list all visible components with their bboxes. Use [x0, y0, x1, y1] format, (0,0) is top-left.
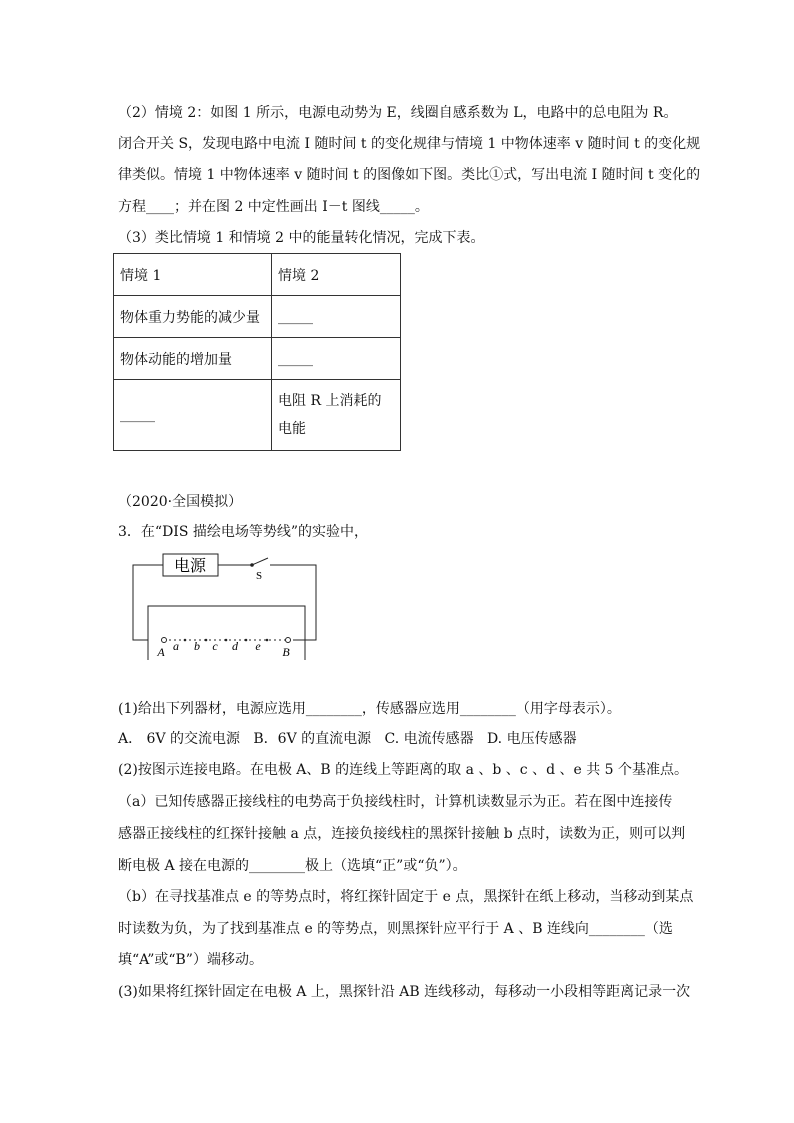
q2-part3-intro: （3）类比情境 1 和情境 2 中的能量转化情况，完成下表。: [118, 230, 485, 246]
q3-part2b-line3: 填“A”或“B”）端移动。: [118, 952, 263, 968]
q2-text-line-3: 律类似。情境 1 中物体速率 v 随时间 t 的图像如下图。类比①式，写出电流 I 随时间 t 变化的: [118, 167, 701, 183]
power-source-label: 电源: [173, 556, 207, 575]
point-c: [225, 639, 228, 642]
table-header-row: [114, 254, 401, 296]
label-a: a: [173, 639, 179, 653]
switch-contact: [250, 563, 254, 567]
energy-comparison-table: [113, 253, 401, 451]
label-B: B: [282, 645, 290, 659]
table-row: [114, 338, 401, 380]
table-header-cell: 情境 2: [272, 254, 401, 296]
table-cell: 物体动能的增加量: [114, 338, 272, 380]
q3-part1: (1)给出下列器材，电源应选用________，传感器应选用________（用字母表示）。: [118, 701, 621, 717]
q3-part2: (2)按图示连接电路。在电极 A、B 的连线上等距离的取 a 、b 、c 、d 、e 共 5 个基准点。: [118, 762, 689, 778]
label-A: A: [157, 645, 165, 659]
table-cell: 物体重力势能的减少量: [114, 296, 272, 338]
q3-options: A． 6V 的交流电源 B．6V 的直流电源 C. 电流传感器 D. 电压传感器: [118, 731, 577, 747]
electrode-b: [286, 638, 291, 643]
q3-part2a-line1: （a）已知传感器正接线柱的电势高于负接线柱时，计算机读数显示为正。若在图中连接传: [118, 794, 673, 810]
electrode-a: [162, 638, 167, 643]
q3-part3: (3)如果将红探针固定在电极 A 上，黑探针沿 AB 连线移动，每移动一小段相等距离记录一次: [118, 984, 691, 1000]
table-row: [114, 380, 401, 451]
q2-text-line-1: （2）情境 2：如图 1 所示，电源电动势为 E，线圈自感系数为 L，电路中的总电阻为 R。: [118, 105, 678, 121]
q3-part2b-line1: （b）在寻找基准点 e 的等势点时，将红探针固定于 e 点，黑探针在纸上移动，当移动到某点: [118, 889, 694, 905]
table-header-cell: 情境 1: [114, 254, 272, 296]
table-cell: 电阻 R 上消耗的电能: [272, 380, 401, 451]
label-d: d: [232, 639, 238, 653]
switch-label: S: [255, 570, 263, 582]
q3-source: （2020·全国模拟）: [118, 494, 243, 510]
point-b: [205, 639, 208, 642]
label-b: b: [194, 639, 200, 653]
label-c: c: [212, 639, 218, 653]
table-row: [114, 296, 401, 338]
dis-circuit-diagram: [128, 548, 328, 660]
label-e: e: [255, 639, 261, 653]
q3-part2a-line2: 感器正接线柱的红探针接触 a 点，连接负接线柱的黑探针接触 b 点时，读数为正，则可以判: [118, 826, 686, 842]
point-e: [266, 639, 269, 642]
point-a: [184, 639, 187, 642]
table-cell-blank: _____: [272, 338, 401, 380]
q2-text-line-2: 闭合开关 S，发现电路中电流 I 随时间 t 的变化规律与情境 1 中物体速率 v 随时间 t 的变化规: [118, 136, 701, 152]
switch-lever: [252, 558, 268, 565]
table-cell-blank: _____: [114, 380, 272, 451]
table-cell-blank: _____: [272, 296, 401, 338]
q3-stem: 3．在“DIS 描绘电场等势线”的实验中，: [118, 524, 369, 540]
right-wire: [270, 565, 316, 640]
point-d: [245, 639, 248, 642]
q3-part2a-line3: 断电极 A 接在电源的________极上（选填“正”或“负”）。: [118, 858, 467, 874]
q2-text-line-4: 方程____；并在图 2 中定性画出 I－t 图线_____。: [118, 199, 429, 215]
q3-part2b-line2: 时读数为负，为了找到基准点 e 的等势点，则黑探针应平行于 A 、B 连线向________（选: [118, 921, 673, 937]
